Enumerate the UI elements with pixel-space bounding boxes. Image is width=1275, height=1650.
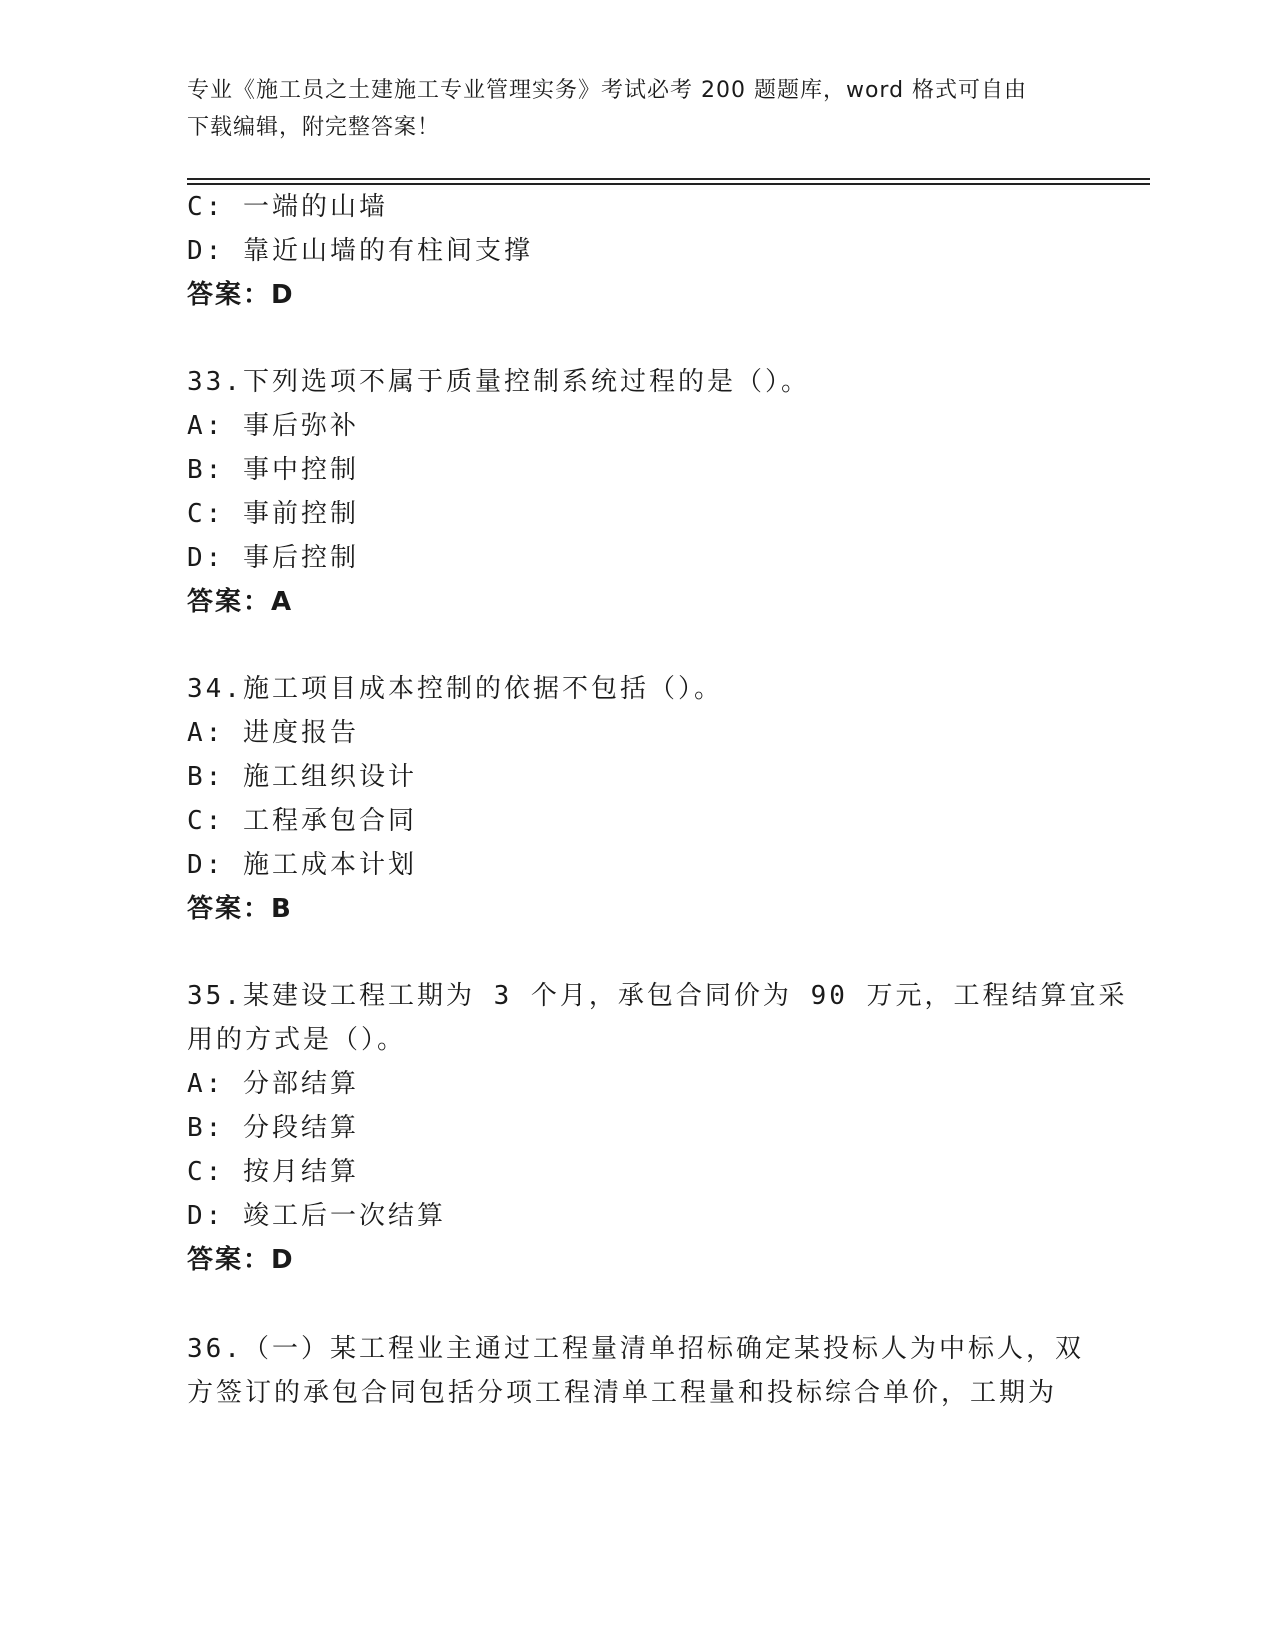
q35-option-b: B: 分段结算 [187,1113,359,1143]
q33-option-a: A: 事后弥补 [187,411,359,441]
q34-stem: 34.施工项目成本控制的依据不包括（）。 [187,674,723,704]
q32-answer: 答案：D [187,280,295,310]
q32-option-c: C: 一端的山墙 [187,192,388,222]
q34-option-d: D: 施工成本计划 [187,850,417,880]
header-line-1: 专业《施工员之土建施工专业管理实务》考试必考 200 题题库，word 格式可自由 [187,78,1028,103]
header-rule-bottom [187,183,1150,185]
q36-stem-line-2: 方签订的承包合同包括分项工程清单工程量和投标综合单价，工期为 [187,1378,1058,1408]
q33-stem: 33.下列选项不属于质量控制系统过程的是（）。 [187,367,810,397]
header-line-2: 下载编辑，附完整答案！ [187,115,441,140]
q35-answer: 答案：D [187,1245,295,1275]
q34-option-a: A: 进度报告 [187,718,359,748]
q35-option-a: A: 分部结算 [187,1069,359,1099]
q33-option-d: D: 事后控制 [187,543,359,573]
q35-stem-line-1: 35.某建设工程工期为 3 个月，承包合同价为 90 万元，工程结算宜采 [187,981,1128,1011]
q34-option-b: B: 施工组织设计 [187,762,417,792]
q36-stem-line-1: 36.（一）某工程业主通过工程量清单招标确定某投标人为中标人，双 [187,1334,1084,1364]
document-header [187,72,1087,146]
q33-option-b: B: 事中控制 [187,455,359,485]
q35-option-d: D: 竣工后一次结算 [187,1201,446,1231]
q33-answer: 答案：A [187,587,294,617]
q35-option-c: C: 按月结算 [187,1157,359,1187]
q34-option-c: C: 工程承包合同 [187,806,417,836]
header-rule-top [187,178,1150,180]
q35-stem-line-2: 用的方式是（）。 [187,1025,407,1055]
q34-answer: 答案：B [187,894,293,924]
q33-option-c: C: 事前控制 [187,499,359,529]
q32-option-d: D: 靠近山墙的有柱间支撑 [187,236,533,266]
